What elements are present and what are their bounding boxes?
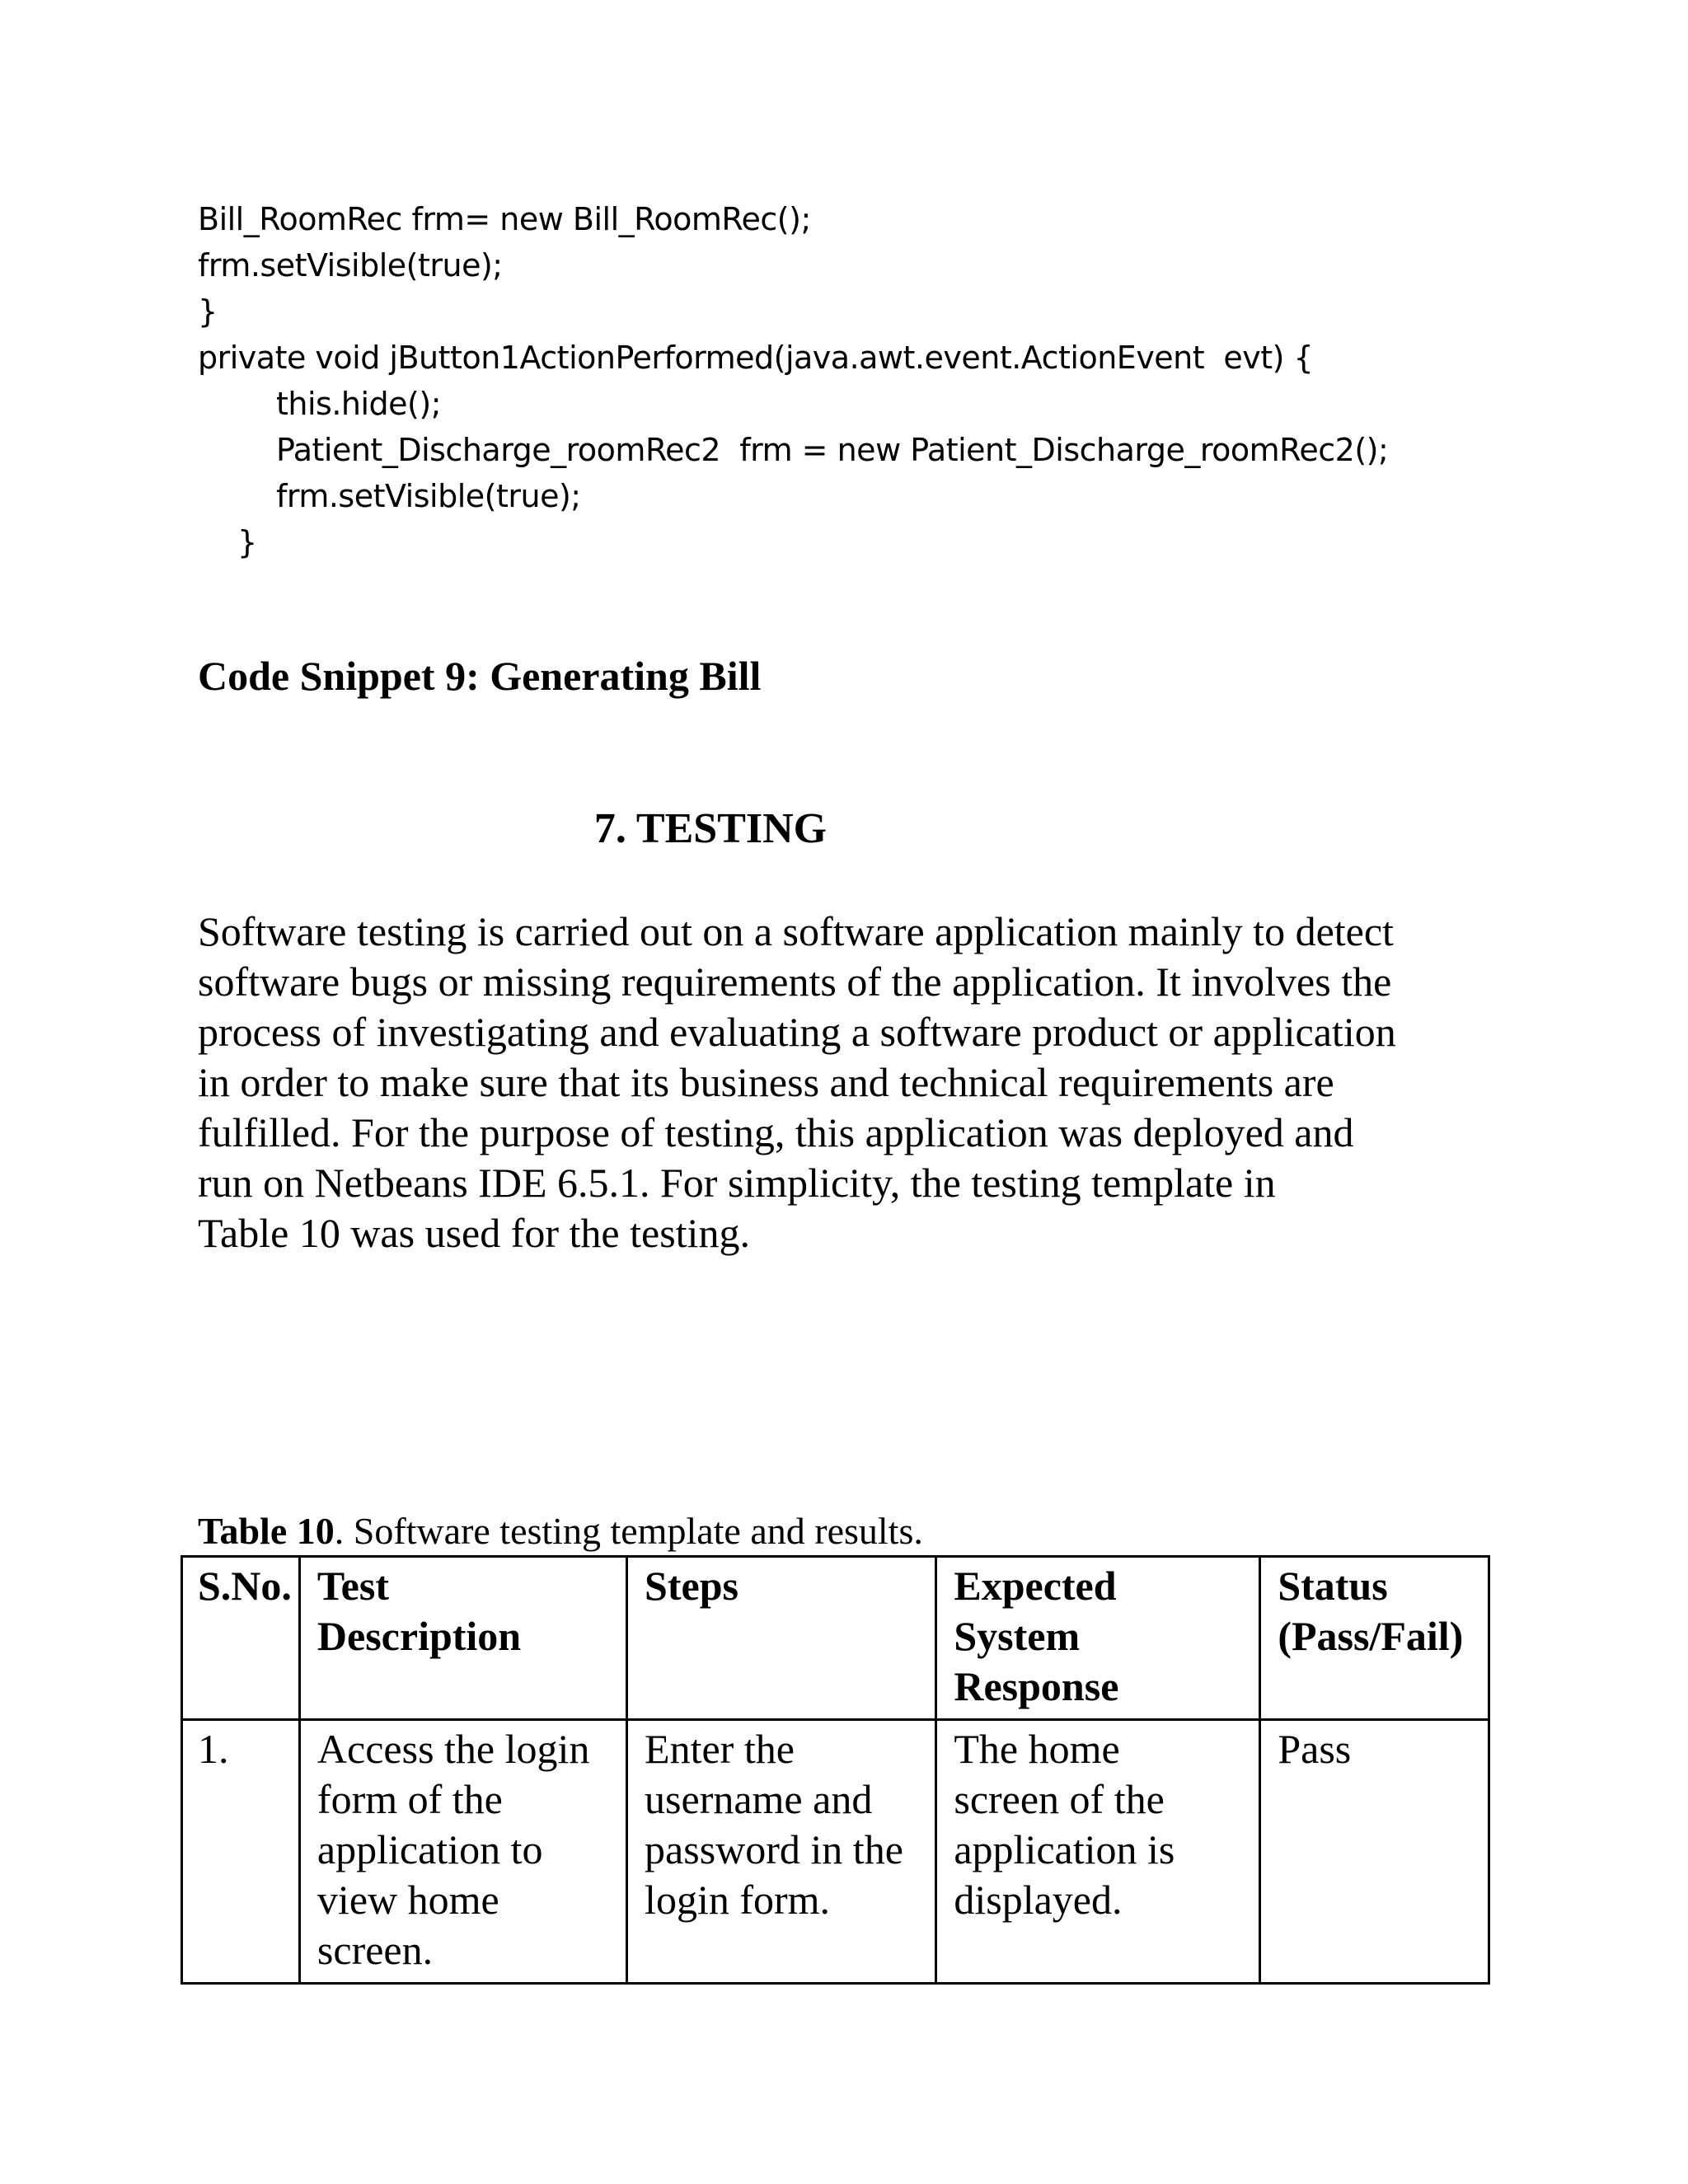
paragraph-line: in order to make sure that its business and technical requirements are [198,1059,1334,1105]
paragraph-line: run on Netbeans IDE 6.5.1. For simplicity, the testing template in [198,1160,1276,1206]
section-heading: 7. TESTING [593,805,828,852]
cell-steps: Enter the username and password in the login form. [627,1720,936,1984]
paragraph-line: software bugs or missing requirements of the application. It involves the [198,958,1392,1005]
header-status: Status (Pass/Fail) [1260,1557,1489,1720]
table-caption-label: Table 10 [198,1510,335,1552]
cell-test-description: Access the login form of the application to view home screen. [299,1720,626,1984]
code-line: } [237,524,257,560]
header-steps: Steps [627,1557,936,1720]
body-paragraph [198,907,1484,1258]
cell-sno: 1. [182,1720,300,1984]
paragraph-line: Table 10 was used for the testing. [198,1210,750,1256]
header-expected-response: Expected System Response [936,1557,1260,1720]
code-line: frm.setVisible(true); [276,478,581,514]
table-header-row [182,1557,1489,1720]
table-caption-text: . Software testing template and results. [334,1510,923,1552]
code-line: private void jButton1ActionPerformed(java.awt.event.ActionEvent evt) { [198,340,1314,376]
table-caption [198,1508,923,1554]
paragraph-line: fulfilled. For the purpose of testing, this application was deployed and [198,1109,1354,1155]
paragraph-line: process of investigating and evaluating a software product or application [198,1009,1396,1055]
header-sno: S.No. [182,1557,300,1720]
code-line: this.hide(); [276,386,442,422]
code-line: frm.setVisible(true); [198,247,503,284]
code-line: Bill_RoomRec frm= new Bill_RoomRec(); [198,201,811,237]
snippet-caption: Code Snippet 9: Generating Bill [198,653,762,699]
table-row [182,1720,1489,1984]
code-snippet [198,196,1517,565]
code-line: Patient_Discharge_roomRec2 frm = new Patient_Discharge_roomRec2(); [276,432,1389,468]
paragraph-line: Software testing is carried out on a software application mainly to detect [198,908,1394,954]
testing-results-table [181,1555,1490,1985]
code-line: } [198,293,218,330]
cell-status: Pass [1260,1720,1489,1984]
header-test-description: Test Description [299,1557,626,1720]
cell-expected-response: The home screen of the application is displayed. [936,1720,1260,1984]
